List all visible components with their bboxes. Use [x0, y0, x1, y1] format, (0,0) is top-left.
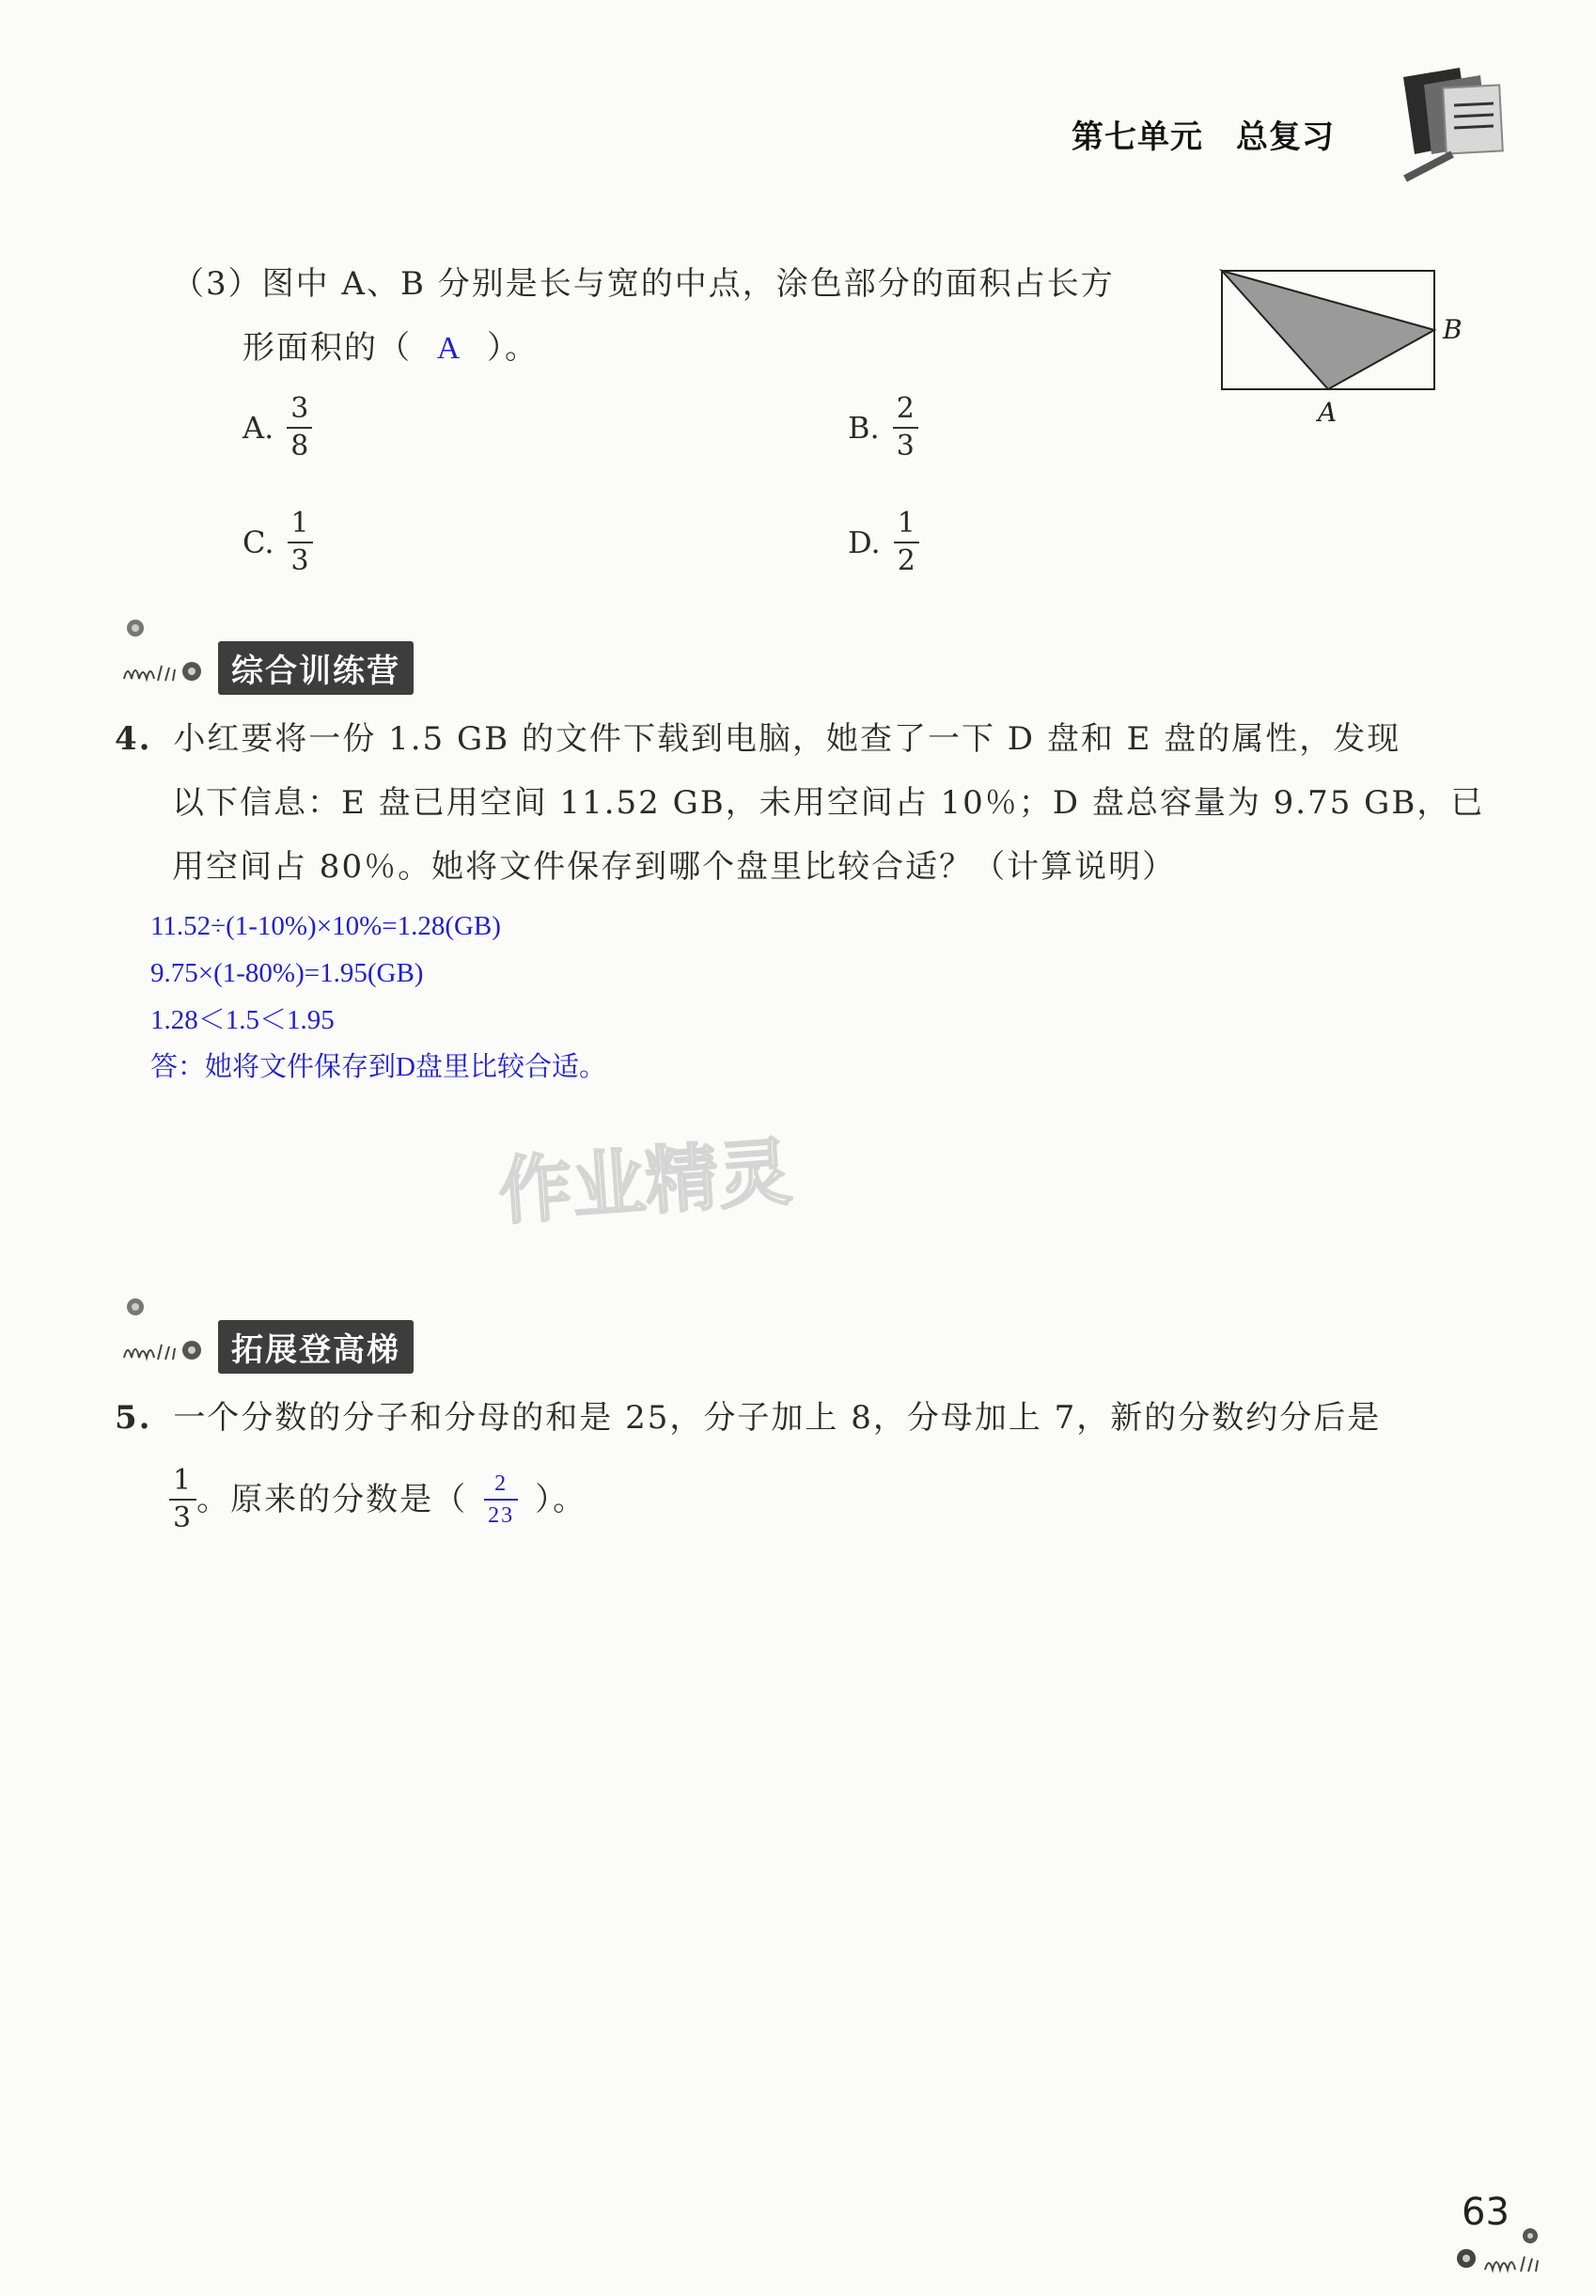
- q5-line2-end: ）。: [535, 1481, 587, 1518]
- option-c: [243, 507, 313, 577]
- q4-work: [150, 903, 606, 1091]
- q4-line2: 以下信息：E 盘已用空间 11.52 GB，未用空间占 10％；D 盘总容量为 9.75 GB，已: [172, 784, 1485, 822]
- option-c-letter: C.: [243, 525, 274, 560]
- q5-frac-den: 3: [169, 1499, 196, 1533]
- q4-line1: [115, 707, 1400, 771]
- q5-frac-num: 1: [173, 1464, 194, 1497]
- option-b-fraction: [893, 392, 918, 463]
- shaded-triangle: [1222, 271, 1434, 389]
- option-c-den: 3: [288, 542, 313, 575]
- q5-fraction: [169, 1464, 196, 1534]
- option-a: [243, 392, 312, 463]
- page-number: 63: [1462, 2191, 1510, 2234]
- option-b-letter: B.: [848, 410, 880, 446]
- option-b-num: 2: [896, 392, 915, 425]
- q5-number: 5.: [115, 1399, 152, 1437]
- option-a-num: 3: [290, 392, 309, 425]
- point-a-label: A: [1318, 397, 1338, 428]
- q4-work-line4: 答：她将文件保存到D盘里比较合适。: [150, 1052, 606, 1082]
- flower-decoration-icon-2: [115, 1290, 218, 1375]
- q4-work-line1: 11.52÷(1-10%)×10%=1.28(GB): [150, 911, 501, 941]
- q5-answer-num: 2: [494, 1471, 509, 1496]
- q3-text-line1: （3）图中 A、B 分别是长与宽的中点，涂色部分的面积占长方: [172, 265, 1115, 303]
- option-d-letter: D.: [848, 525, 881, 560]
- q4-work-line3: 1.28＜1.5＜1.95: [150, 1005, 335, 1035]
- q5-answer-den: 23: [484, 1499, 518, 1527]
- q4-work-line2: 9.75×(1-80%)=1.95(GB): [150, 958, 424, 988]
- option-d-fraction: [894, 507, 919, 577]
- notebook-icon: [1386, 68, 1509, 190]
- q4-line1-text: 小红要将一份 1.5 GB 的文件下载到电脑，她查了一下 D 盘和 E 盘的属性，发现: [173, 720, 1401, 758]
- q5-answer-fraction: [484, 1472, 518, 1527]
- q5-line2-middle: 。原来的分数是（: [196, 1481, 468, 1518]
- q3-text-line2: [243, 316, 539, 381]
- option-a-fraction: [287, 392, 312, 463]
- q4-line3: 用空间占 80％。她将文件保存到哪个盘里比较合适？（计算说明）: [172, 848, 1177, 886]
- q5-line1-text: 一个分数的分子和分母的和是 25，分子加上 8，分母加上 7，新的分数约分后是: [173, 1399, 1382, 1437]
- q5-line2: [169, 1464, 587, 1534]
- option-b-den: 3: [893, 427, 918, 461]
- footer-flower-icon: [1447, 2228, 1551, 2285]
- option-c-fraction: [288, 507, 313, 577]
- q3-line2-after: ）。: [487, 329, 539, 367]
- unit-title: 第七单元 总复习: [1072, 118, 1335, 156]
- point-b-label: B: [1443, 314, 1463, 345]
- option-c-num: 1: [290, 507, 309, 540]
- section-label-comprehensive: 综合训练营: [218, 641, 414, 695]
- q4-number: 4.: [115, 720, 152, 758]
- watermark: 作业精灵: [495, 1130, 795, 1235]
- option-d-num: 1: [897, 507, 915, 540]
- q3-line2-before: 形面积的（: [243, 329, 412, 367]
- option-d-den: 2: [894, 542, 919, 575]
- q5-line1: [115, 1386, 1381, 1450]
- option-a-letter: A.: [243, 410, 274, 446]
- section-label-extension: 拓展登高梯: [218, 1320, 414, 1374]
- flower-decoration-icon: [115, 611, 218, 696]
- rectangle-figure: [1213, 263, 1494, 432]
- option-d: [848, 507, 919, 577]
- option-a-den: 8: [287, 427, 312, 461]
- option-b: [848, 392, 918, 463]
- q3-answer: A: [436, 331, 462, 366]
